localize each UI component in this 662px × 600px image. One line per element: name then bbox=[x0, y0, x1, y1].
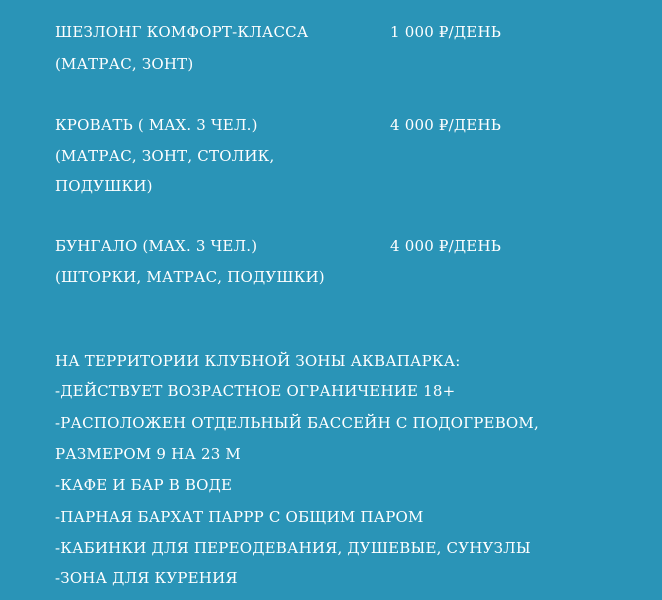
club-zone-line-7: -ЗОНА ДЛЯ КУРЕНИЯ bbox=[55, 569, 238, 587]
item-2-price: 4 000 ₽/ДЕНЬ bbox=[390, 116, 502, 134]
club-zone-line-3: РАЗМЕРОМ 9 НА 23 М bbox=[55, 445, 241, 463]
club-zone-line-1: -ДЕЙСТВУЕТ ВОЗРАСТНОЕ ОГРАНИЧЕНИЕ 18+ bbox=[55, 382, 456, 400]
club-zone-line-4: -КАФЕ И БАР В ВОДЕ bbox=[55, 476, 233, 494]
item-3-details-1: (ШТОРКИ, МАТРАС, ПОДУШКИ) bbox=[55, 268, 325, 286]
item-1-price: 1 000 ₽/ДЕНЬ bbox=[390, 23, 502, 41]
item-2-details-2: ПОДУШКИ) bbox=[55, 177, 153, 195]
item-3-price: 4 000 ₽/ДЕНЬ bbox=[390, 237, 502, 255]
club-zone-line-2: -РАСПОЛОЖЕН ОТДЕЛЬНЫЙ БАССЕЙН С ПОДОГРЕВОМ, bbox=[55, 414, 539, 432]
item-2-name: КРОВАТЬ ( MAX. 3 ЧЕЛ.) bbox=[55, 116, 258, 134]
club-zone-line-5: -ПАРНАЯ БАРХАТ ПАРРР С ОБЩИМ ПАРОМ bbox=[55, 508, 424, 526]
item-2-details-1: (МАТРАС, ЗОНТ, СТОЛИК, bbox=[55, 147, 275, 165]
club-zone-line-6: -КАБИНКИ ДЛЯ ПЕРЕОДЕВАНИЯ, ДУШЕВЫЕ, СУНУЗЛЫ bbox=[55, 539, 531, 557]
club-zone-heading: НА ТЕРРИТОРИИ КЛУБНОЙ ЗОНЫ АКВАПАРКА: bbox=[55, 352, 461, 370]
item-3-name: БУНГАЛО (MAX. 3 ЧЕЛ.) bbox=[55, 237, 258, 255]
item-1-name: ШЕЗЛОНГ КОМФОРТ-КЛАССА bbox=[55, 23, 309, 41]
item-1-details-1: (МАТРАС, ЗОНТ) bbox=[55, 55, 194, 73]
